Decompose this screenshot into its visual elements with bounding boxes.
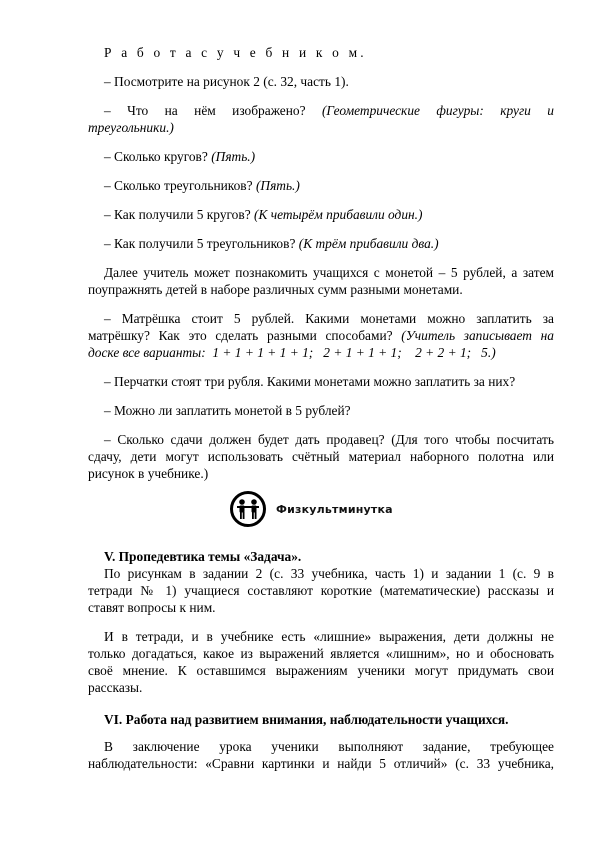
matryoshka-variants: доске все варианты: 1 + 1 + 1 + 1 + 1; 2 + 1 + 1 + 1; 2 + 2 + 1; 5.): [88, 345, 496, 360]
question-2-cont: [88, 120, 554, 136]
matryoshka-answer: (Учитель записывает на: [401, 328, 554, 343]
section-title: Р а б о т а с у ч е б н и к о м.: [104, 45, 367, 60]
question-2-answer: (Геометрические фигуры: круги и: [321, 103, 554, 118]
change-line2: сдачу, дети могут использовать счётный материал наборного полотна или: [88, 449, 554, 464]
section6-p1-line1: В заключение урока ученики выполняют задание, требующее: [104, 739, 554, 754]
question-3-answer: (Пять.): [211, 149, 256, 164]
question-5: [88, 207, 554, 223]
matryoshka-line1: – Матрёшка стоит 5 рублей. Какими монетами можно заплатить за: [104, 311, 554, 326]
question-5-text: – Как получили 5 кругов?: [104, 207, 251, 222]
coin-intro-line1: Далее учитель может познакомить учащихся с монетой – 5 рублей, а затем: [104, 265, 554, 280]
section6-heading-text: VI. Работа над развитием внимания, наблюдательности учащихся.: [104, 712, 509, 727]
question-1: – Посмотрите на рисунок 2 (с. 32, часть 1).: [104, 74, 349, 89]
section5-p2-line3: своё мнение. К оставшимся выражениям ученики могут придумать свои: [88, 663, 554, 678]
section6-p1-line2: наблюдательности: «Сравни картинки и найди 5 отличий» (с. 33 учебника,: [88, 756, 554, 771]
section5-p2-line2: только догадаться, какое из выражений является «лишним», но и обосновать: [88, 646, 554, 661]
coin-question: – Можно ли заплатить монетой в 5 рублей?: [104, 403, 351, 418]
coin-intro-line2: поупражнять детей в наборе различных сумм разными монетами.: [88, 282, 463, 297]
section6-heading: [88, 712, 554, 728]
physical-exercise-logo: [230, 488, 414, 530]
section5-p1-line3: ставят вопросы к ним.: [88, 600, 216, 615]
question-3-text: – Сколько кругов?: [104, 149, 208, 164]
section5-p2-line1: И в тетради, и в учебнике есть «лишние» выражения, дети должны не: [104, 629, 554, 644]
section5-p1-line2: тетради № 1) учащиеся составляют короткие (математические) рассказы и: [88, 583, 554, 598]
section5-heading-text: V. Пропедевтика темы «Задача».: [104, 549, 302, 564]
question-2: [88, 103, 554, 119]
matryoshka-line2: [88, 328, 554, 344]
section5-heading: [88, 549, 554, 565]
people-circle-icon: [230, 491, 266, 527]
gloves-question: – Перчатки стоят три рубля. Какими монетами можно заплатить за них?: [104, 374, 516, 389]
matryoshka-question: матрёшку? Как это сделать разными способами?: [88, 328, 393, 343]
matryoshka-line3: [88, 345, 554, 361]
question-4-answer: (Пять.): [255, 178, 300, 193]
section5-p1-line1: По рисункам в задании 2 (с. 33 учебника, часть 1) и задании 1 (с. 9 в: [104, 566, 554, 581]
question-4-text: – Сколько треугольников?: [104, 178, 253, 193]
question-5-answer: (К четырём прибавили один.): [254, 207, 423, 222]
question-2-answer-cont: треугольники.): [88, 120, 174, 135]
change-line1: – Сколько сдачи должен будет дать продавец? (Для того чтобы посчитать: [104, 432, 554, 447]
logo-label: Физкультминутка: [276, 502, 393, 516]
question-4: [88, 178, 554, 194]
change-line3: рисунок в учебнике.): [88, 466, 209, 481]
question-3: [88, 149, 554, 165]
question-6: [88, 236, 554, 252]
section5-p2-line4: рассказы.: [88, 680, 143, 695]
question-6-text: – Как получили 5 треугольников?: [104, 236, 296, 251]
question-6-answer: (К трём прибавили два.): [298, 236, 439, 251]
question-2-text: – Что на нём изображено?: [104, 103, 306, 118]
